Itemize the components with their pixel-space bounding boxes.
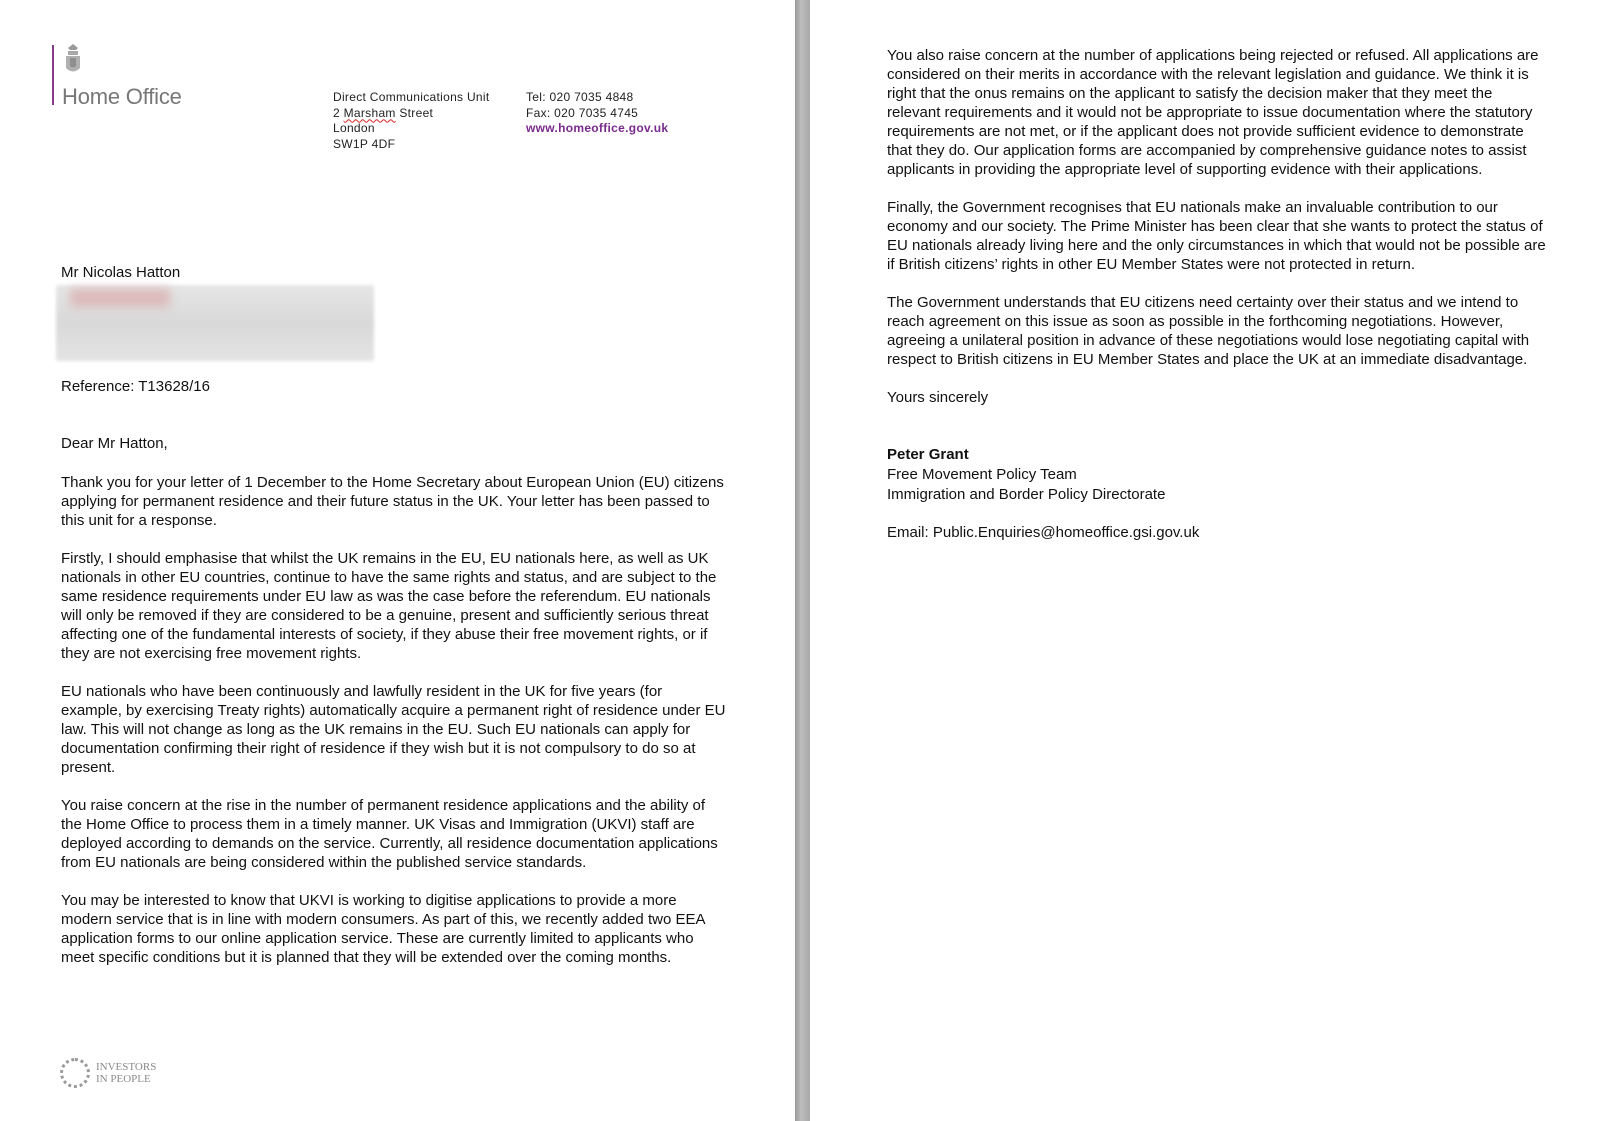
- logo-text: INVESTORS: [96, 1061, 157, 1073]
- signatory-name: Peter Grant: [887, 446, 969, 463]
- logo-text: IN PEOPLE: [96, 1073, 151, 1085]
- telephone: Tel: 020 7035 4848: [526, 90, 634, 104]
- investors-in-people-logo: [60, 1058, 156, 1088]
- paragraph: Firstly, I should emphasise that whilst the UK remains in the EU, EU nationals here, as well as UK nationals in other EU countries, continue to have the same rights and status, and are subject to the same residence requirements under EU law as was the case before the referendum. EU nationals will only be removed if they are considered to be a genuine, present and sufficiently serious threat affecting one of the fundamental interests of society, if they abuse their free movement rights, or if they are not exercising free movement rights.: [61, 550, 717, 662]
- brand-rule: [52, 45, 54, 105]
- address-line: London: [333, 121, 375, 135]
- address-line: 2 Marsham Street: [333, 105, 434, 120]
- paragraph: The Government understands that EU citizens need certainty over their status and we intend to reach agreement on this issue as soon as possible in the forthcoming negotiations. However, agreeing a unilateral position in advance of these negotiations would lose negotiating capital with respect to British citizens in EU Member States and place the UK at an immediate disadvantage.: [887, 294, 1530, 368]
- address-line: Direct Communications Unit: [333, 90, 490, 104]
- signature-block: [887, 445, 1547, 543]
- paragraph: Finally, the Government recognises that EU nationals make an invaluable contribution to our economy and our society. The Prime Minister has been clear that she wants to protect the status of EU nationals already living here and the only circumstances in which that would not be possible are if British citizens’ rights in other EU Member States were not protected in return.: [887, 199, 1546, 273]
- reference: Reference: T13628/16: [61, 378, 210, 395]
- closing: Yours sincerely: [887, 389, 989, 406]
- letter-body-page-1: [61, 473, 726, 986]
- paragraph: Thank you for your letter of 1 December to the Home Secretary about European Union (EU) citizens applying for permanent residence and their future status in the UK. Your letter has been passed to this unit for a response.: [61, 474, 724, 529]
- laurel-icon: [60, 1058, 90, 1088]
- fax: Fax: 020 7035 4745: [526, 105, 639, 120]
- letter-body-page-2: [887, 46, 1547, 543]
- signatory-team: Free Movement Policy Team: [887, 466, 1077, 483]
- sender-address: [333, 90, 490, 152]
- redacted-address: [56, 285, 374, 361]
- address-line: SW1P 4DF: [333, 136, 396, 151]
- sender-contact: [526, 90, 668, 137]
- royal-crest-icon: [60, 44, 86, 84]
- letter-page-1: [0, 0, 795, 1121]
- misspelling-mark: Marsham: [343, 105, 396, 120]
- home-office-brand: Home Office: [62, 84, 182, 109]
- salutation: Dear Mr Hatton,: [61, 435, 168, 452]
- signatory-email[interactable]: Email: Public.Enquiries@homeoffice.gsi.gov.uk: [887, 524, 1200, 541]
- paragraph: You may be interested to know that UKVI is working to digitise applications to provide a more modern service that is in line with modern consumers. As part of this, we recently added two EEA application forms to our online application service. These are currently limited to applicants who meet specific conditions but it is planned that they will be extended over the coming months.: [61, 892, 705, 966]
- page-divider: [795, 0, 810, 1121]
- paragraph: EU nationals who have been continuously and lawfully resident in the UK for five years (for example, by exercising Treaty rights) automatically acquire a permanent right of residence under EU law. This will not change as long as the UK remains in the EU. Such EU nationals can apply for documentation confirming their right of residence if they wish but it is not compulsory to do so at present.: [61, 683, 726, 776]
- paragraph: You raise concern at the rise in the number of permanent residence applications and the ability of the Home Office to process them in a timely manner. UK Visas and Immigration (UKVI) staff are deployed according to demands on the service. Currently, all residence documentation applications from EU nationals are being considered within the published service standards.: [61, 797, 718, 871]
- website-link[interactable]: www.homeoffice.gov.uk: [526, 121, 669, 135]
- signatory-directorate: Immigration and Border Policy Directorate: [887, 486, 1166, 503]
- paragraph: You also raise concern at the number of applications being rejected or refused. All applications are considered on their merits in accordance with the relevant legislation and guidance. We think it is right that the onus remains on the applicant to satisfy the decision maker that they meet the relevant requirements and it would not be appropriate to issue documentation where the statutory requirements are not met, or if the applicant does not provide sufficient evidence to demonstrate that they do. Our application forms are accompanied by comprehensive guidance notes to assist applicants in providing the appropriate level of supporting evidence with their applications.: [887, 47, 1539, 178]
- recipient-name: Mr Nicolas Hatton: [61, 264, 181, 281]
